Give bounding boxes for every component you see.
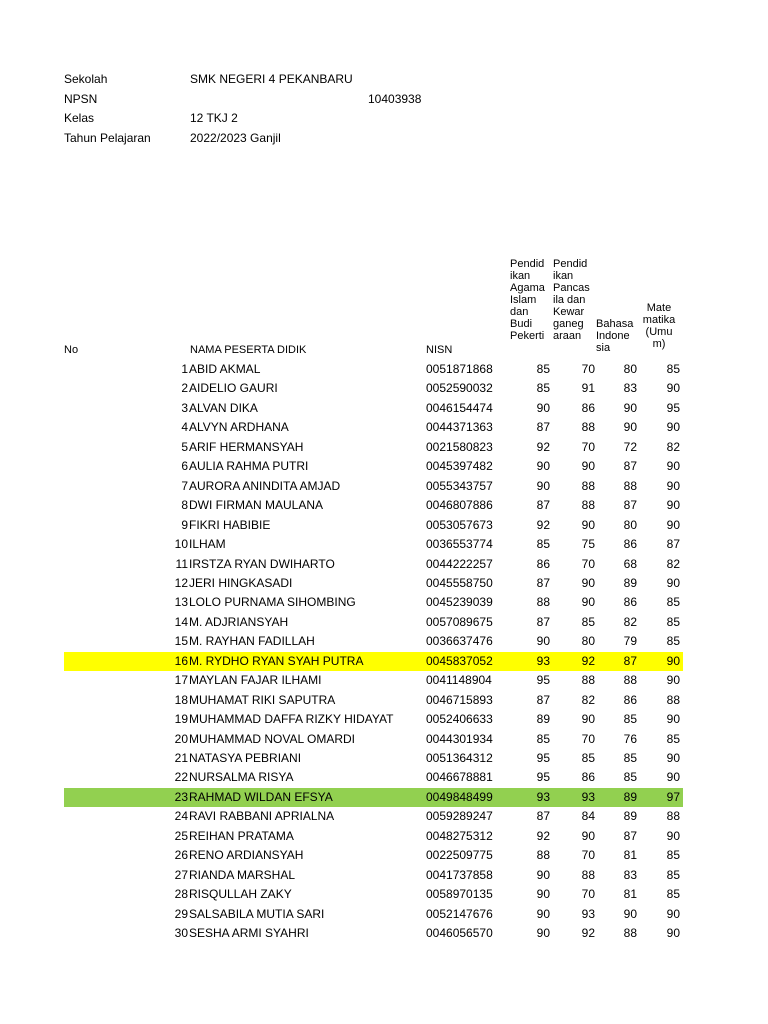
score-pancasila: 70 — [581, 556, 595, 571]
table-row — [0, 418, 768, 437]
score-agama: 90 — [536, 926, 550, 941]
tahun-label: Tahun Pelajaran — [64, 131, 151, 145]
header-subject-matematika: Mate matika (Umu m) — [642, 302, 676, 350]
header-no: No — [64, 344, 79, 356]
header-nama: NAMA PESERTA DIDIK — [190, 344, 307, 356]
student-name: AIDELIO GAURI — [189, 381, 278, 396]
student-nisn: 0057089675 — [426, 614, 493, 629]
score-pancasila: 70 — [581, 887, 595, 902]
score-pancasila: 93 — [581, 789, 595, 804]
score-bahasa: 83 — [623, 867, 637, 882]
student-nisn: 0046056570 — [426, 926, 493, 941]
table-row — [0, 807, 768, 826]
student-name: MAYLAN FAJAR ILHAMI — [189, 673, 322, 688]
kelas-label: Kelas — [64, 111, 95, 125]
student-nisn: 0021580823 — [426, 439, 493, 454]
row-number: 21 — [174, 751, 188, 765]
table-row — [0, 379, 768, 398]
score-matematika: 90 — [666, 906, 680, 921]
student-nisn: 0022509775 — [426, 848, 493, 863]
student-nisn: 0045837052 — [426, 653, 493, 668]
table-row — [0, 516, 768, 535]
row-number: 16 — [174, 653, 188, 668]
row-number: 25 — [174, 828, 188, 843]
student-nisn: 0052147676 — [426, 906, 493, 921]
student-nisn: 0045558750 — [426, 575, 493, 590]
student-nisn: 0052590032 — [426, 381, 493, 396]
student-name: ARIF HERMANSYAH — [189, 439, 304, 454]
score-matematika: 82 — [666, 439, 680, 454]
table-row — [0, 749, 768, 768]
row-number: 17 — [174, 673, 188, 688]
header-subject-pancasila: Pendid ikan Pancas ila dan Kewar ganeg araan — [553, 258, 590, 342]
row-number: 6 — [181, 459, 188, 474]
score-pancasila: 70 — [581, 439, 595, 454]
score-matematika: 85 — [666, 731, 680, 746]
score-bahasa: 87 — [623, 828, 637, 843]
student-nisn: 0045239039 — [426, 595, 493, 610]
score-agama: 90 — [536, 459, 550, 474]
score-bahasa: 81 — [623, 887, 637, 902]
score-agama: 95 — [536, 751, 550, 765]
score-bahasa: 88 — [623, 478, 637, 493]
table-row — [0, 846, 768, 865]
score-pancasila: 70 — [581, 848, 595, 863]
student-name: RENO ARDIANSYAH — [189, 848, 304, 863]
score-pancasila: 90 — [581, 828, 595, 843]
student-nisn: 0044301934 — [426, 731, 493, 746]
table-row — [0, 574, 768, 593]
student-name: JERI HINGKASADI — [189, 575, 293, 590]
table-row — [0, 477, 768, 496]
score-agama: 92 — [536, 517, 550, 532]
info-row-npsn — [0, 89, 768, 109]
score-bahasa: 89 — [623, 789, 637, 804]
student-name: REIHAN PRATAMA — [189, 828, 294, 843]
score-agama: 87 — [536, 498, 550, 513]
student-name: RIANDA MARSHAL — [189, 867, 296, 882]
student-name: LOLO PURNAMA SIHOMBING — [189, 595, 356, 610]
score-agama: 87 — [536, 809, 550, 824]
score-pancasila: 88 — [581, 673, 595, 688]
header-subject-agama: Pendid ikan Agama Islam dan Budi Pekerti — [510, 258, 545, 342]
score-agama: 87 — [536, 575, 550, 590]
score-matematika: 90 — [666, 575, 680, 590]
score-agama: 87 — [536, 692, 550, 707]
row-number: 13 — [174, 595, 188, 610]
score-pancasila: 86 — [581, 400, 595, 415]
score-bahasa: 88 — [623, 926, 637, 941]
row-number: 8 — [181, 498, 188, 513]
score-matematika: 85 — [666, 867, 680, 882]
score-matematika: 90 — [666, 673, 680, 688]
student-nisn: 0045397482 — [426, 459, 493, 474]
score-matematika: 97 — [666, 789, 680, 804]
row-number: 11 — [175, 556, 188, 571]
student-nisn: 0044371363 — [426, 420, 493, 435]
tahun-value: 2022/2023 Ganjil — [190, 131, 281, 145]
student-nisn: 0048275312 — [426, 828, 493, 843]
student-nisn: 0049848499 — [426, 789, 493, 804]
score-agama: 85 — [536, 362, 550, 376]
row-number: 1 — [181, 362, 188, 376]
score-agama: 86 — [536, 556, 550, 571]
score-pancasila: 90 — [581, 575, 595, 590]
score-pancasila: 90 — [581, 712, 595, 727]
row-number: 4 — [181, 420, 188, 435]
student-nisn: 0053057673 — [426, 517, 493, 532]
score-bahasa: 90 — [623, 420, 637, 435]
table-row — [0, 535, 768, 554]
student-name: MUHAMMAD NOVAL OMARDI — [189, 731, 356, 746]
score-agama: 85 — [536, 537, 550, 552]
student-nisn: 0052406633 — [426, 712, 493, 727]
student-name: NATASYA PEBRIANI — [189, 751, 302, 765]
row-number: 30 — [174, 926, 188, 941]
student-nisn: 0046715893 — [426, 692, 493, 707]
score-pancasila: 75 — [581, 537, 595, 552]
student-name: AULIA RAHMA PUTRI — [189, 459, 309, 474]
student-nisn: 0055343757 — [426, 478, 493, 493]
student-name: RAHMAD WILDAN EFSYA — [189, 789, 333, 804]
score-pancasila: 85 — [581, 751, 595, 765]
table-row — [0, 438, 768, 457]
score-bahasa: 85 — [623, 770, 637, 785]
row-number: 9 — [181, 517, 188, 532]
score-pancasila: 90 — [581, 595, 595, 610]
row-number: 2 — [181, 381, 188, 396]
row-number: 22 — [174, 770, 188, 785]
student-name: M. RAYHAN FADILLAH — [189, 634, 315, 649]
score-matematika: 87 — [666, 537, 680, 552]
score-pancasila: 92 — [581, 653, 595, 668]
score-pancasila: 92 — [581, 926, 595, 941]
table-row — [0, 593, 768, 612]
score-matematika: 82 — [666, 556, 680, 571]
row-number: 23 — [174, 789, 188, 804]
row-number: 19 — [174, 712, 188, 727]
student-name: ILHAM — [189, 537, 226, 552]
score-bahasa: 90 — [623, 906, 637, 921]
row-number: 15 — [174, 634, 188, 649]
score-matematika: 90 — [666, 712, 680, 727]
row-number: 5 — [181, 439, 188, 454]
score-pancasila: 88 — [581, 420, 595, 435]
row-number: 18 — [174, 692, 188, 707]
row-number: 20 — [174, 731, 188, 746]
table-row — [0, 360, 768, 379]
score-agama: 90 — [536, 634, 550, 649]
score-matematika: 90 — [666, 828, 680, 843]
score-bahasa: 76 — [623, 731, 637, 746]
row-number: 7 — [181, 478, 188, 493]
table-row — [0, 885, 768, 904]
student-name: ALVAN DIKA — [189, 400, 258, 415]
kelas-value: 12 TKJ 2 — [190, 111, 238, 125]
score-pancasila: 90 — [581, 517, 595, 532]
student-name: SESHA ARMI SYAHRI — [189, 926, 309, 941]
score-agama: 88 — [536, 848, 550, 863]
table-row — [0, 632, 768, 651]
student-name: MUHAMMAD DAFFA RIZKY HIDAYAT — [189, 712, 394, 727]
table-row — [0, 496, 768, 515]
score-agama: 93 — [536, 653, 550, 668]
score-agama: 85 — [536, 381, 550, 396]
score-matematika: 85 — [666, 362, 680, 376]
sekolah-label: Sekolah — [64, 72, 108, 86]
table-row — [0, 613, 768, 632]
score-bahasa: 82 — [623, 614, 637, 629]
score-bahasa: 83 — [623, 381, 637, 396]
table-row — [0, 555, 768, 574]
table-row — [0, 399, 768, 418]
score-pancasila: 93 — [581, 906, 595, 921]
score-matematika: 90 — [666, 517, 680, 532]
student-name: IRSTZA RYAN DWIHARTO — [189, 556, 335, 571]
student-nisn: 0059289247 — [426, 809, 493, 824]
score-bahasa: 86 — [623, 595, 637, 610]
score-matematika: 95 — [666, 400, 680, 415]
student-name: DWI FIRMAN MAULANA — [189, 498, 324, 513]
score-agama: 87 — [536, 420, 550, 435]
student-nisn: 0046154474 — [426, 400, 493, 415]
table-row — [0, 691, 768, 710]
score-matematika: 90 — [666, 926, 680, 941]
student-nisn: 0051871868 — [426, 362, 493, 376]
score-bahasa: 81 — [623, 848, 637, 863]
student-name: M. ADJRIANSYAH — [189, 614, 289, 629]
score-agama: 92 — [536, 439, 550, 454]
score-matematika: 85 — [666, 848, 680, 863]
score-pancasila: 88 — [581, 867, 595, 882]
table-row — [0, 768, 768, 787]
row-number: 10 — [174, 537, 188, 552]
score-matematika: 90 — [666, 751, 680, 765]
score-matematika: 85 — [666, 595, 680, 610]
score-matematika: 85 — [666, 634, 680, 649]
npsn-label: NPSN — [64, 92, 98, 106]
score-pancasila: 70 — [581, 362, 595, 376]
score-pancasila: 85 — [581, 614, 595, 629]
score-bahasa: 86 — [623, 537, 637, 552]
score-bahasa: 89 — [623, 809, 637, 824]
header-nisn: NISN — [426, 344, 453, 356]
row-number: 3 — [181, 400, 188, 415]
student-nisn: 0044222257 — [426, 556, 493, 571]
student-name: RISQULLAH ZAKY — [189, 887, 292, 902]
student-name: FIKRI HABIBIE — [189, 517, 271, 532]
table-row — [0, 710, 768, 729]
score-bahasa: 85 — [623, 712, 637, 727]
student-name: NURSALMA RISYA — [189, 770, 294, 785]
student-name: ALVYN ARDHANA — [189, 420, 289, 435]
score-agama: 90 — [536, 400, 550, 415]
score-agama: 92 — [536, 828, 550, 843]
student-name: MUHAMAT RIKI SAPUTRA — [189, 692, 336, 707]
score-bahasa: 80 — [623, 517, 637, 532]
score-bahasa: 89 — [623, 575, 637, 590]
score-pancasila: 88 — [581, 498, 595, 513]
sekolah-value: SMK NEGERI 4 PEKANBARU — [190, 72, 353, 86]
score-matematika: 90 — [666, 420, 680, 435]
student-nisn: 0041148904 — [426, 673, 492, 688]
row-number: 28 — [174, 887, 188, 902]
score-matematika: 88 — [666, 809, 680, 824]
score-agama: 87 — [536, 614, 550, 629]
row-number: 14 — [174, 614, 188, 629]
student-name: SALSABILA MUTIA SARI — [189, 906, 325, 921]
score-bahasa: 87 — [623, 459, 637, 474]
score-matematika: 90 — [666, 653, 680, 668]
score-matematika: 85 — [666, 887, 680, 902]
score-pancasila: 86 — [581, 770, 595, 785]
score-bahasa: 90 — [623, 400, 637, 415]
score-bahasa: 72 — [623, 439, 637, 454]
table-row — [0, 652, 768, 671]
student-nisn: 0046678881 — [426, 770, 493, 785]
table-row — [0, 924, 768, 943]
score-matematika: 85 — [666, 614, 680, 629]
student-nisn: 0036553774 — [426, 537, 493, 552]
table-row — [0, 457, 768, 476]
score-agama: 90 — [536, 906, 550, 921]
student-nisn: 0051364312 — [426, 751, 493, 765]
table-row — [0, 866, 768, 885]
row-number: 27 — [174, 867, 188, 882]
score-agama: 90 — [536, 867, 550, 882]
student-name: AURORA ANINDITA AMJAD — [189, 478, 341, 493]
row-number: 12 — [174, 575, 188, 590]
score-matematika: 88 — [666, 692, 680, 707]
score-pancasila: 82 — [581, 692, 595, 707]
row-number: 29 — [174, 906, 188, 921]
score-agama: 88 — [536, 595, 550, 610]
score-agama: 95 — [536, 770, 550, 785]
score-bahasa: 85 — [623, 751, 637, 765]
table-row — [0, 788, 768, 807]
score-pancasila: 70 — [581, 731, 595, 746]
score-agama: 93 — [536, 789, 550, 804]
student-name: M. RYDHO RYAN SYAH PUTRA — [189, 653, 364, 668]
score-pancasila: 90 — [581, 459, 595, 474]
student-name: ABID AKMAL — [189, 362, 261, 376]
score-matematika: 90 — [666, 478, 680, 493]
score-bahasa: 87 — [623, 498, 637, 513]
score-bahasa: 86 — [623, 692, 637, 707]
score-agama: 85 — [536, 731, 550, 746]
npsn-value: 10403938 — [368, 92, 422, 106]
student-nisn: 0036637476 — [426, 634, 493, 649]
score-pancasila: 80 — [581, 634, 595, 649]
score-matematika: 90 — [666, 381, 680, 396]
score-bahasa: 68 — [623, 556, 637, 571]
table-row — [0, 730, 768, 749]
score-bahasa: 88 — [623, 673, 637, 688]
score-matematika: 90 — [666, 770, 680, 785]
student-nisn: 0046807886 — [426, 498, 493, 513]
row-number: 24 — [174, 809, 188, 824]
score-agama: 89 — [536, 712, 550, 727]
student-nisn: 0041737858 — [426, 867, 493, 882]
score-pancasila: 88 — [581, 478, 595, 493]
score-agama: 90 — [536, 887, 550, 902]
score-bahasa: 80 — [623, 362, 637, 376]
table-row — [0, 827, 768, 846]
score-agama: 90 — [536, 478, 550, 493]
header-subject-bahasa: Bahasa Indone sia — [596, 318, 634, 354]
score-bahasa: 79 — [623, 634, 637, 649]
table-row — [0, 671, 768, 690]
score-pancasila: 84 — [581, 809, 595, 824]
student-name: RAVI RABBANI APRIALNA — [189, 809, 335, 824]
score-bahasa: 87 — [623, 653, 637, 668]
table-row — [0, 905, 768, 924]
row-number: 26 — [174, 848, 188, 863]
score-matematika: 90 — [666, 498, 680, 513]
score-agama: 95 — [536, 673, 550, 688]
score-pancasila: 91 — [581, 381, 595, 396]
student-nisn: 0058970135 — [426, 887, 493, 902]
score-matematika: 90 — [666, 459, 680, 474]
